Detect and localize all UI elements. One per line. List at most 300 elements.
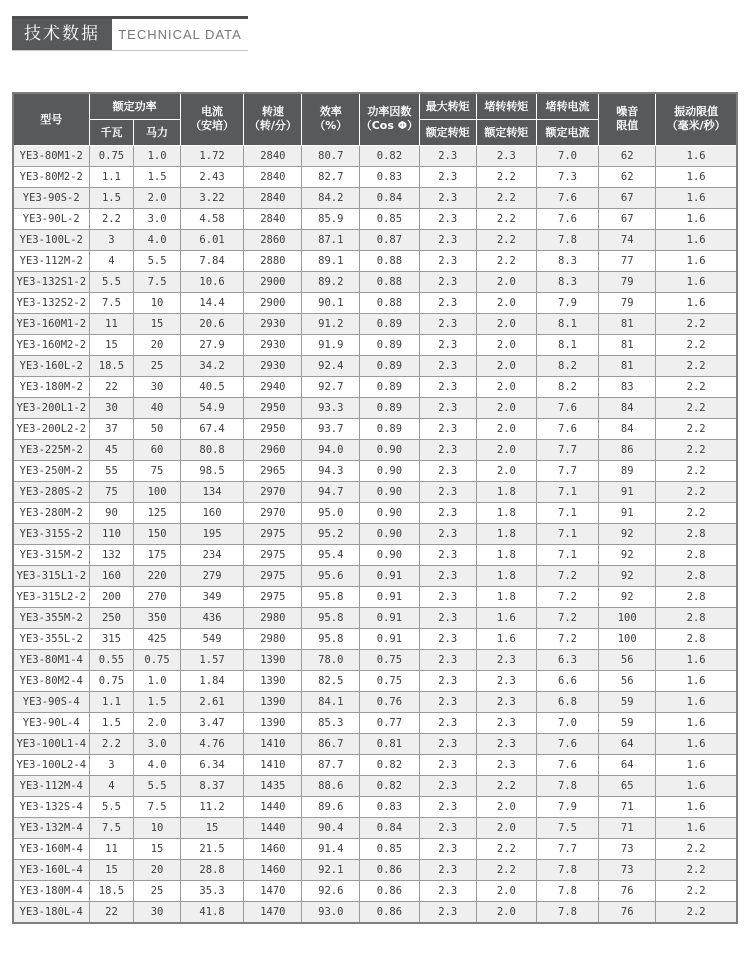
cell-noise-limit: 81 — [599, 334, 656, 355]
cell-max-torque-ratio: 2.3 — [419, 796, 476, 817]
cell-model: YE3-90S-2 — [13, 187, 89, 208]
cell-hp: 50 — [134, 418, 180, 439]
cell-noise-limit: 100 — [599, 607, 656, 628]
cell-speed-rpm: 2930 — [244, 334, 302, 355]
cell-speed-rpm: 2975 — [244, 565, 302, 586]
cell-current-a: 28.8 — [180, 859, 244, 880]
cell-hp: 20 — [134, 859, 180, 880]
cell-max-torque-ratio: 2.3 — [419, 565, 476, 586]
cell-noise-limit: 86 — [599, 439, 656, 460]
cell-hp: 1.0 — [134, 670, 180, 691]
cell-noise-limit: 62 — [599, 145, 656, 166]
col-header-model: 型号 — [13, 93, 89, 145]
cell-speed-rpm: 2940 — [244, 376, 302, 397]
cell-hp: 30 — [134, 901, 180, 923]
cell-power-factor: 0.91 — [360, 565, 419, 586]
cell-hp: 20 — [134, 334, 180, 355]
cell-locked-torque-ratio: 2.3 — [476, 145, 536, 166]
cell-vibration-limit: 1.6 — [656, 250, 737, 271]
cell-speed-rpm: 2975 — [244, 523, 302, 544]
cell-efficiency-pct: 95.8 — [302, 607, 360, 628]
cell-current-a: 1.72 — [180, 145, 244, 166]
cell-power-factor: 0.86 — [360, 901, 419, 923]
cell-locked-current-ratio: 7.0 — [536, 145, 598, 166]
cell-power-factor: 0.83 — [360, 166, 419, 187]
cell-model: YE3-100L-2 — [13, 229, 89, 250]
cell-model: YE3-200L1-2 — [13, 397, 89, 418]
cell-max-torque-ratio: 2.3 — [419, 460, 476, 481]
cell-kw: 110 — [89, 523, 134, 544]
cell-power-factor: 0.89 — [360, 397, 419, 418]
cell-noise-limit: 92 — [599, 586, 656, 607]
cell-current-a: 234 — [180, 544, 244, 565]
cell-current-a: 20.6 — [180, 313, 244, 334]
table-row — [13, 670, 737, 691]
cell-locked-torque-ratio: 1.8 — [476, 481, 536, 502]
cell-model: YE3-180L-4 — [13, 901, 89, 923]
cell-hp: 220 — [134, 565, 180, 586]
cell-hp: 125 — [134, 502, 180, 523]
cell-max-torque-ratio: 2.3 — [419, 712, 476, 733]
cell-locked-current-ratio: 7.6 — [536, 187, 598, 208]
cell-efficiency-pct: 87.7 — [302, 754, 360, 775]
cell-hp: 15 — [134, 313, 180, 334]
cell-model: YE3-160M-4 — [13, 838, 89, 859]
cell-current-a: 1.84 — [180, 670, 244, 691]
table-row — [13, 166, 737, 187]
page-header — [12, 16, 248, 51]
cell-max-torque-ratio: 2.3 — [419, 334, 476, 355]
table-row — [13, 586, 737, 607]
cell-hp: 3.0 — [134, 208, 180, 229]
col-header-speed-line2: （转/分） — [248, 119, 297, 133]
cell-model: YE3-280M-2 — [13, 502, 89, 523]
cell-model: YE3-90S-4 — [13, 691, 89, 712]
cell-locked-torque-ratio: 2.0 — [476, 292, 536, 313]
cell-current-a: 6.01 — [180, 229, 244, 250]
cell-kw: 7.5 — [89, 817, 134, 838]
cell-kw: 5.5 — [89, 796, 134, 817]
cell-current-a: 134 — [180, 481, 244, 502]
cell-hp: 2.0 — [134, 187, 180, 208]
cell-kw: 11 — [89, 838, 134, 859]
cell-current-a: 15 — [180, 817, 244, 838]
table-row — [13, 880, 737, 901]
cell-speed-rpm: 1410 — [244, 733, 302, 754]
cell-max-torque-ratio: 2.3 — [419, 754, 476, 775]
cell-power-factor: 0.91 — [360, 586, 419, 607]
cell-efficiency-pct: 90.1 — [302, 292, 360, 313]
cell-locked-torque-ratio: 2.2 — [476, 250, 536, 271]
cell-locked-torque-ratio: 2.0 — [476, 460, 536, 481]
cell-kw: 55 — [89, 460, 134, 481]
table-row — [13, 838, 737, 859]
cell-current-a: 7.84 — [180, 250, 244, 271]
cell-locked-torque-ratio: 2.0 — [476, 796, 536, 817]
cell-locked-torque-ratio: 2.3 — [476, 691, 536, 712]
cell-power-factor: 0.85 — [360, 208, 419, 229]
cell-locked-current-ratio: 7.8 — [536, 229, 598, 250]
cell-speed-rpm: 2980 — [244, 628, 302, 649]
cell-current-a: 35.3 — [180, 880, 244, 901]
col-header-efficiency-line2: （%） — [314, 119, 348, 133]
cell-speed-rpm: 1390 — [244, 670, 302, 691]
cell-current-a: 21.5 — [180, 838, 244, 859]
cell-vibration-limit: 1.6 — [656, 670, 737, 691]
cell-max-torque-ratio: 2.3 — [419, 439, 476, 460]
cell-speed-rpm: 2900 — [244, 292, 302, 313]
cell-current-a: 279 — [180, 565, 244, 586]
table-row — [13, 271, 737, 292]
cell-max-torque-ratio: 2.3 — [419, 418, 476, 439]
cell-locked-torque-ratio: 2.0 — [476, 397, 536, 418]
table-row — [13, 145, 737, 166]
cell-locked-torque-ratio: 2.0 — [476, 313, 536, 334]
table-row — [13, 649, 737, 670]
cell-kw: 315 — [89, 628, 134, 649]
cell-current-a: 4.58 — [180, 208, 244, 229]
cell-efficiency-pct: 84.1 — [302, 691, 360, 712]
cell-locked-current-ratio: 7.6 — [536, 418, 598, 439]
cell-kw: 7.5 — [89, 292, 134, 313]
cell-locked-torque-ratio: 2.0 — [476, 901, 536, 923]
cell-locked-torque-ratio: 2.3 — [476, 712, 536, 733]
cell-current-a: 11.2 — [180, 796, 244, 817]
cell-kw: 4 — [89, 250, 134, 271]
cell-speed-rpm: 1460 — [244, 859, 302, 880]
cell-model: YE3-160M2-2 — [13, 334, 89, 355]
cell-max-torque-ratio: 2.3 — [419, 376, 476, 397]
table-row — [13, 481, 737, 502]
cell-kw: 2.2 — [89, 733, 134, 754]
cell-power-factor: 0.75 — [360, 670, 419, 691]
cell-noise-limit: 65 — [599, 775, 656, 796]
cell-kw: 250 — [89, 607, 134, 628]
cell-vibration-limit: 1.6 — [656, 229, 737, 250]
table-row — [13, 901, 737, 923]
col-header-vibration-line2: （毫米/秒） — [666, 119, 726, 133]
col-header-rated-power: 额定功率 — [89, 93, 180, 119]
cell-speed-rpm: 1390 — [244, 691, 302, 712]
cell-vibration-limit: 2.2 — [656, 481, 737, 502]
cell-locked-current-ratio: 7.6 — [536, 397, 598, 418]
cell-locked-torque-ratio: 2.2 — [476, 229, 536, 250]
cell-efficiency-pct: 91.9 — [302, 334, 360, 355]
cell-noise-limit: 79 — [599, 292, 656, 313]
cell-power-factor: 0.91 — [360, 628, 419, 649]
cell-model: YE3-90L-4 — [13, 712, 89, 733]
cell-hp: 3.0 — [134, 733, 180, 754]
cell-vibration-limit: 2.2 — [656, 859, 737, 880]
table-row — [13, 607, 737, 628]
cell-current-a: 10.6 — [180, 271, 244, 292]
table-row — [13, 712, 737, 733]
cell-speed-rpm: 2950 — [244, 397, 302, 418]
col-header-max-torque-numerator: 最大转矩 — [419, 93, 476, 119]
cell-vibration-limit: 2.2 — [656, 334, 737, 355]
cell-model: YE3-132S2-2 — [13, 292, 89, 313]
table-row — [13, 439, 737, 460]
cell-power-factor: 0.86 — [360, 880, 419, 901]
cell-noise-limit: 64 — [599, 754, 656, 775]
cell-kw: 18.5 — [89, 880, 134, 901]
cell-noise-limit: 73 — [599, 859, 656, 880]
cell-vibration-limit: 2.8 — [656, 565, 737, 586]
col-header-speed — [244, 93, 302, 145]
cell-max-torque-ratio: 2.3 — [419, 481, 476, 502]
cell-kw: 3 — [89, 229, 134, 250]
cell-max-torque-ratio: 2.3 — [419, 187, 476, 208]
cell-model: YE3-225M-2 — [13, 439, 89, 460]
cell-kw: 15 — [89, 859, 134, 880]
cell-power-factor: 0.76 — [360, 691, 419, 712]
cell-locked-torque-ratio: 2.0 — [476, 817, 536, 838]
cell-max-torque-ratio: 2.3 — [419, 691, 476, 712]
table-row — [13, 628, 737, 649]
cell-model: YE3-100L1-4 — [13, 733, 89, 754]
cell-hp: 10 — [134, 817, 180, 838]
cell-power-factor: 0.88 — [360, 292, 419, 313]
table-row — [13, 208, 737, 229]
cell-hp: 1.5 — [134, 691, 180, 712]
cell-noise-limit: 81 — [599, 313, 656, 334]
cell-locked-torque-ratio: 2.3 — [476, 754, 536, 775]
cell-vibration-limit: 2.2 — [656, 838, 737, 859]
cell-hp: 0.75 — [134, 649, 180, 670]
cell-kw: 0.55 — [89, 649, 134, 670]
cell-noise-limit: 56 — [599, 649, 656, 670]
cell-noise-limit: 89 — [599, 460, 656, 481]
cell-speed-rpm: 1440 — [244, 817, 302, 838]
cell-vibration-limit: 2.8 — [656, 523, 737, 544]
page-title-cn: 技术数据 — [12, 19, 112, 50]
cell-locked-current-ratio: 7.9 — [536, 292, 598, 313]
cell-hp: 4.0 — [134, 229, 180, 250]
cell-max-torque-ratio: 2.3 — [419, 586, 476, 607]
cell-max-torque-ratio: 2.3 — [419, 859, 476, 880]
cell-speed-rpm: 1410 — [244, 754, 302, 775]
cell-locked-torque-ratio: 2.3 — [476, 733, 536, 754]
cell-model: YE3-80M1-2 — [13, 145, 89, 166]
cell-hp: 25 — [134, 355, 180, 376]
cell-kw: 200 — [89, 586, 134, 607]
table-row — [13, 397, 737, 418]
cell-speed-rpm: 2970 — [244, 481, 302, 502]
col-header-vibration-line1: 振动限值 — [674, 105, 719, 119]
cell-max-torque-ratio: 2.3 — [419, 208, 476, 229]
cell-speed-rpm: 2975 — [244, 544, 302, 565]
cell-efficiency-pct: 92.1 — [302, 859, 360, 880]
table-header — [13, 93, 737, 145]
cell-locked-current-ratio: 8.2 — [536, 376, 598, 397]
col-header-noise-line2: 限值 — [616, 119, 639, 133]
cell-kw: 1.1 — [89, 691, 134, 712]
col-header-efficiency — [302, 93, 360, 145]
cell-vibration-limit: 1.6 — [656, 691, 737, 712]
cell-kw: 22 — [89, 376, 134, 397]
cell-locked-torque-ratio: 2.2 — [476, 208, 536, 229]
cell-vibration-limit: 2.8 — [656, 544, 737, 565]
cell-kw: 37 — [89, 418, 134, 439]
cell-current-a: 41.8 — [180, 901, 244, 923]
cell-hp: 1.0 — [134, 145, 180, 166]
cell-kw: 1.5 — [89, 712, 134, 733]
col-header-current-line1: 电流 — [201, 105, 224, 119]
table-row — [13, 859, 737, 880]
table-row — [13, 250, 737, 271]
col-header-hp: 马力 — [134, 119, 180, 145]
cell-efficiency-pct: 85.9 — [302, 208, 360, 229]
cell-speed-rpm: 1390 — [244, 712, 302, 733]
cell-locked-current-ratio: 8.2 — [536, 355, 598, 376]
table-row — [13, 523, 737, 544]
table-row — [13, 460, 737, 481]
cell-model: YE3-355M-2 — [13, 607, 89, 628]
cell-current-a: 349 — [180, 586, 244, 607]
cell-hp: 15 — [134, 838, 180, 859]
cell-kw: 30 — [89, 397, 134, 418]
col-header-power-factor-line2: （Cos Φ） — [360, 119, 419, 133]
cell-locked-torque-ratio: 2.0 — [476, 355, 536, 376]
col-header-locked-torque-numerator: 堵转转矩 — [476, 93, 536, 119]
cell-locked-current-ratio: 8.3 — [536, 250, 598, 271]
cell-vibration-limit: 1.6 — [656, 754, 737, 775]
cell-hp: 350 — [134, 607, 180, 628]
table-row — [13, 733, 737, 754]
cell-efficiency-pct: 93.3 — [302, 397, 360, 418]
cell-efficiency-pct: 88.6 — [302, 775, 360, 796]
cell-kw: 3 — [89, 754, 134, 775]
cell-max-torque-ratio: 2.3 — [419, 775, 476, 796]
cell-speed-rpm: 2880 — [244, 250, 302, 271]
cell-current-a: 80.8 — [180, 439, 244, 460]
cell-power-factor: 0.83 — [360, 796, 419, 817]
cell-hp: 10 — [134, 292, 180, 313]
col-header-locked-current-denominator: 额定电流 — [536, 119, 598, 145]
cell-power-factor: 0.89 — [360, 418, 419, 439]
cell-model: YE3-80M1-4 — [13, 649, 89, 670]
cell-speed-rpm: 2840 — [244, 187, 302, 208]
cell-efficiency-pct: 94.7 — [302, 481, 360, 502]
col-header-vibration-limit — [656, 93, 737, 145]
cell-current-a: 3.22 — [180, 187, 244, 208]
cell-noise-limit: 67 — [599, 187, 656, 208]
cell-speed-rpm: 2960 — [244, 439, 302, 460]
cell-locked-current-ratio: 7.6 — [536, 208, 598, 229]
table-row — [13, 754, 737, 775]
cell-model: YE3-160L-2 — [13, 355, 89, 376]
cell-hp: 5.5 — [134, 775, 180, 796]
table-row — [13, 313, 737, 334]
cell-efficiency-pct: 93.0 — [302, 901, 360, 923]
cell-locked-torque-ratio: 2.0 — [476, 880, 536, 901]
cell-vibration-limit: 1.6 — [656, 733, 737, 754]
cell-max-torque-ratio: 2.3 — [419, 250, 476, 271]
cell-locked-current-ratio: 7.0 — [536, 712, 598, 733]
cell-locked-torque-ratio: 2.0 — [476, 418, 536, 439]
cell-vibration-limit: 1.6 — [656, 187, 737, 208]
cell-speed-rpm: 2930 — [244, 313, 302, 334]
cell-locked-torque-ratio: 1.8 — [476, 502, 536, 523]
cell-model: YE3-80M2-2 — [13, 166, 89, 187]
cell-efficiency-pct: 91.2 — [302, 313, 360, 334]
cell-locked-current-ratio: 7.7 — [536, 460, 598, 481]
cell-kw: 2.2 — [89, 208, 134, 229]
cell-locked-current-ratio: 7.8 — [536, 880, 598, 901]
cell-power-factor: 0.75 — [360, 649, 419, 670]
cell-noise-limit: 92 — [599, 565, 656, 586]
cell-noise-limit: 79 — [599, 271, 656, 292]
cell-speed-rpm: 2840 — [244, 166, 302, 187]
cell-power-factor: 0.82 — [360, 775, 419, 796]
cell-noise-limit: 77 — [599, 250, 656, 271]
cell-speed-rpm: 2840 — [244, 145, 302, 166]
col-header-noise-limit — [599, 93, 656, 145]
cell-current-a: 67.4 — [180, 418, 244, 439]
cell-speed-rpm: 2965 — [244, 460, 302, 481]
col-header-kw: 千瓦 — [89, 119, 134, 145]
cell-power-factor: 0.86 — [360, 859, 419, 880]
cell-noise-limit: 56 — [599, 670, 656, 691]
cell-locked-torque-ratio: 2.0 — [476, 376, 536, 397]
cell-efficiency-pct: 86.7 — [302, 733, 360, 754]
cell-vibration-limit: 1.6 — [656, 649, 737, 670]
cell-power-factor: 0.90 — [360, 544, 419, 565]
col-header-speed-line1: 转速 — [261, 105, 284, 119]
cell-max-torque-ratio: 2.3 — [419, 670, 476, 691]
cell-efficiency-pct: 82.7 — [302, 166, 360, 187]
cell-noise-limit: 71 — [599, 796, 656, 817]
cell-noise-limit: 74 — [599, 229, 656, 250]
cell-noise-limit: 76 — [599, 901, 656, 923]
cell-efficiency-pct: 92.6 — [302, 880, 360, 901]
cell-vibration-limit: 1.6 — [656, 208, 737, 229]
cell-model: YE3-355L-2 — [13, 628, 89, 649]
cell-max-torque-ratio: 2.3 — [419, 733, 476, 754]
col-header-max-torque-denominator: 额定转矩 — [419, 119, 476, 145]
cell-hp: 60 — [134, 439, 180, 460]
cell-power-factor: 0.89 — [360, 376, 419, 397]
cell-speed-rpm: 1440 — [244, 796, 302, 817]
cell-kw: 22 — [89, 901, 134, 923]
cell-model: YE3-315S-2 — [13, 523, 89, 544]
page-title-en: TECHNICAL DATA — [118, 27, 242, 42]
cell-power-factor: 0.91 — [360, 607, 419, 628]
table-row — [13, 418, 737, 439]
cell-max-torque-ratio: 2.3 — [419, 145, 476, 166]
cell-vibration-limit: 2.8 — [656, 628, 737, 649]
table-row — [13, 565, 737, 586]
cell-hp: 100 — [134, 481, 180, 502]
cell-locked-torque-ratio: 2.2 — [476, 859, 536, 880]
cell-vibration-limit: 2.2 — [656, 880, 737, 901]
cell-power-factor: 0.89 — [360, 334, 419, 355]
cell-speed-rpm: 1470 — [244, 901, 302, 923]
col-header-power-factor — [360, 93, 419, 145]
cell-vibration-limit: 2.2 — [656, 313, 737, 334]
cell-kw: 18.5 — [89, 355, 134, 376]
cell-hp: 7.5 — [134, 271, 180, 292]
cell-power-factor: 0.89 — [360, 355, 419, 376]
cell-speed-rpm: 2840 — [244, 208, 302, 229]
cell-locked-current-ratio: 7.5 — [536, 817, 598, 838]
cell-vibration-limit: 1.6 — [656, 817, 737, 838]
cell-model: YE3-315L2-2 — [13, 586, 89, 607]
cell-noise-limit: 67 — [599, 208, 656, 229]
table-row — [13, 796, 737, 817]
cell-locked-torque-ratio: 2.3 — [476, 649, 536, 670]
cell-model: YE3-112M-2 — [13, 250, 89, 271]
